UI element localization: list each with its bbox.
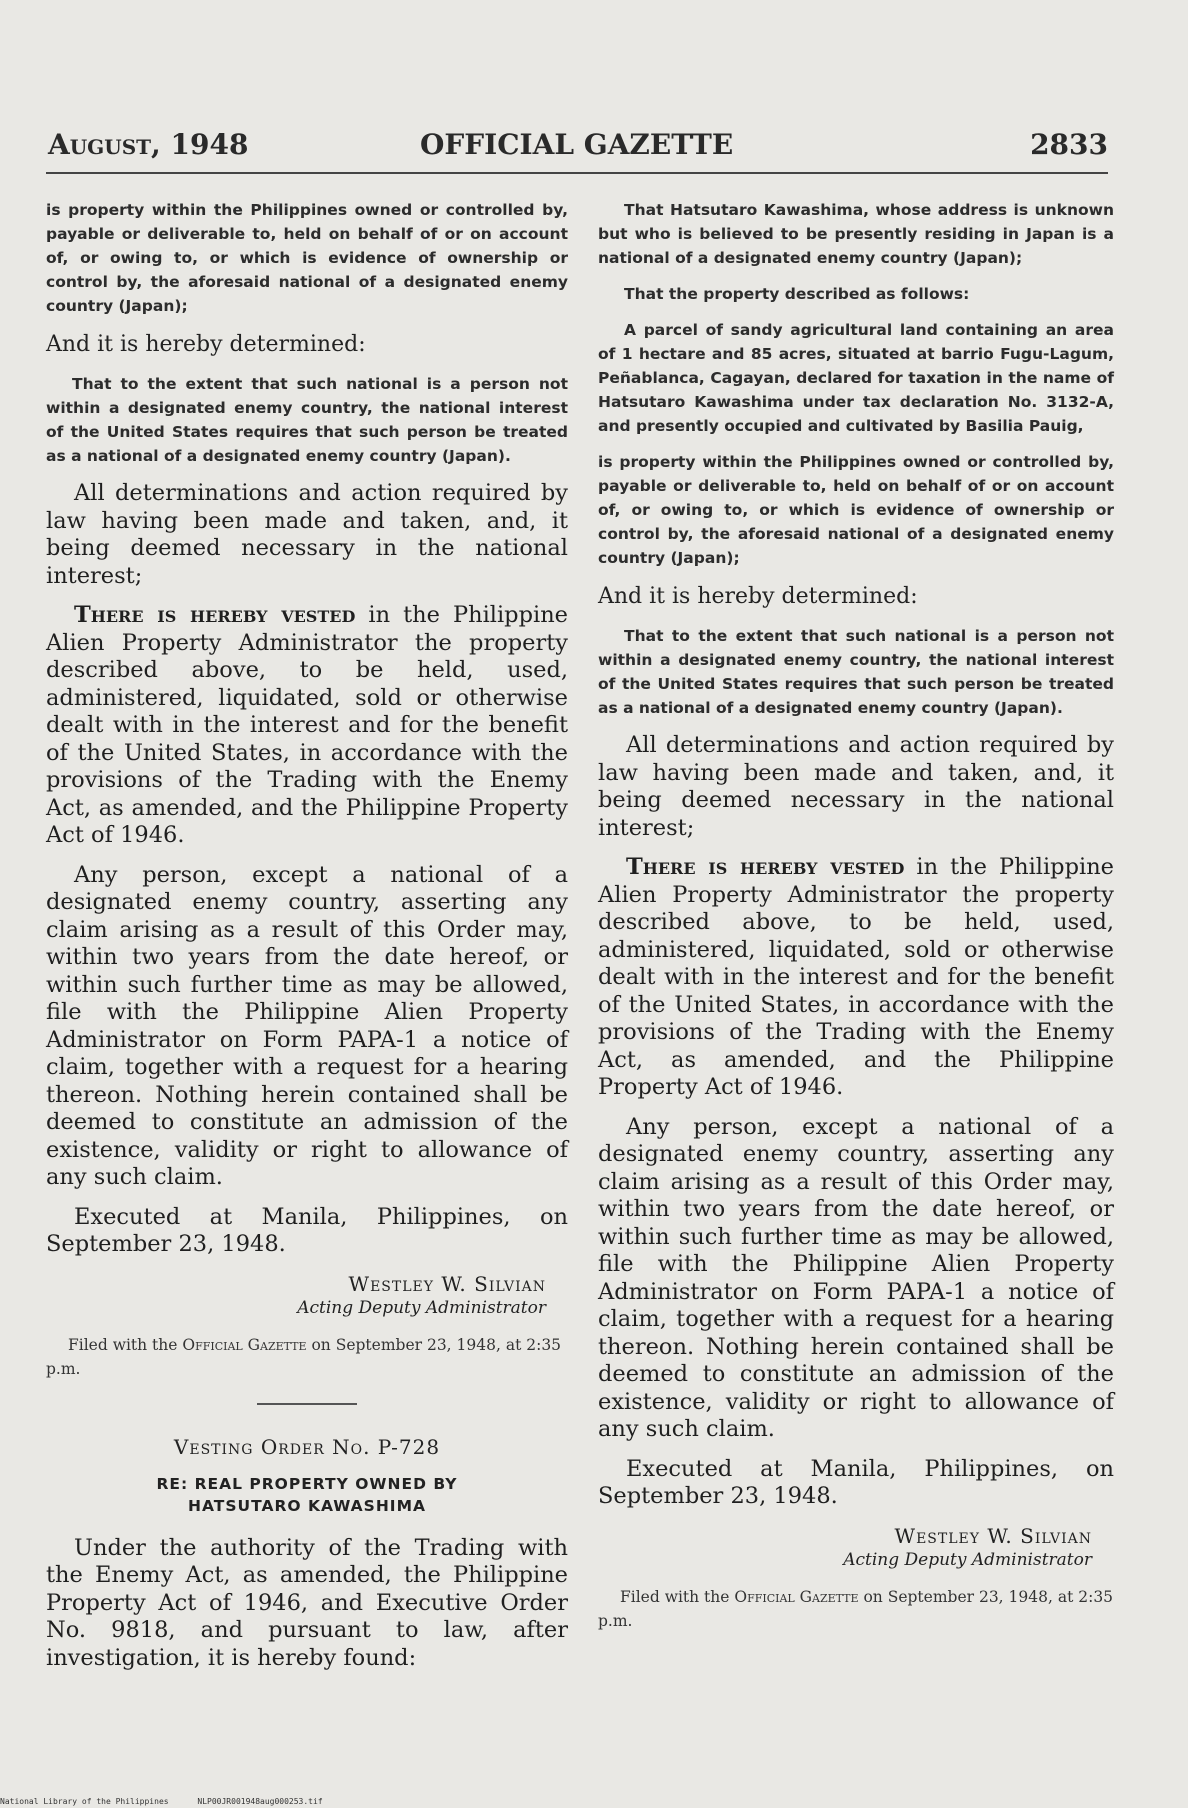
signatory-title: Acting Deputy Administrator <box>843 1549 1092 1570</box>
claim-paragraph: Any person, except a national of a designated enemy country, asserting any claim arising as a result of this Order may, within two years from the date hereof, or within such further time as may be allowed, file with the Philippine Alien Property Administrator on Form PAPA-1 a notice of claim, together with a request for a hearing thereon. Nothing herein contained shall be deemed to constitute an admission of the existence, validity or right to allowance of any such claim. <box>46 861 568 1190</box>
executed-paragraph: Executed at Manila, Philippines, on September 23, 1948. <box>46 1203 568 1257</box>
property-described-paragraph: That the property described as follows: <box>624 285 970 303</box>
signatory-title: Acting Deputy Administrator <box>297 1297 546 1318</box>
scan-footer <box>0 1797 1188 1806</box>
executed-paragraph: Executed at Manila, Philippines, on September 23, 1948. <box>598 1455 1114 1509</box>
vesting-paragraph <box>598 854 1114 1102</box>
filing-note-text: Filed with the <box>620 1587 735 1606</box>
property-finding-paragraph: is property within the Philippines owned or controlled by, payable or deliverable to, held on behalf of or on account of, or owing to, or which is evidence of ownership or control by, the aforesaid national of a designated enemy country (Japan); <box>598 453 1114 567</box>
determinations-paragraph: All determinations and action required by law having been made and taken, and, it being deemed necessary in the national interest; <box>46 480 568 589</box>
vesting-lead: There is hereby vested <box>74 602 356 628</box>
page-header <box>48 128 1108 168</box>
signature-block <box>46 1271 568 1319</box>
vesting-order-subject <box>46 1473 568 1517</box>
filing-note-publication: Official Gazette <box>734 1587 859 1606</box>
header-date: August, 1948 <box>48 128 249 161</box>
vesting-text: in the Philippine Alien Property Administrator the property described above, to be held, used, administered, liquidated, sold or otherwise dealt with in the interest and for the benefit of the United States, in accordance with the provisions of the Trading with the Enemy Act, as amended, and the Philippine Property Act of 1946. <box>46 602 568 848</box>
parcel-description-paragraph: A parcel of sandy agricultural land containing an area of 1 hectare and 85 acres, situated at barrio Fugu-Lagum, Peñablanca, Cagayan, declared for taxation in the name of Hatsutaro Kawashima under tax declaration No. 3132-A, and presently occupied and cultivated by Basilia Pauig, <box>598 321 1114 435</box>
section-divider <box>257 1403 357 1405</box>
right-column <box>598 198 1114 1651</box>
vesting-lead: There is hereby vested <box>626 854 905 880</box>
determinations-paragraph: All determinations and action required by law having been made and taken, and, it being deemed necessary in the national interest; <box>598 732 1114 841</box>
filing-note <box>46 1333 568 1381</box>
property-finding-paragraph: is property within the Philippines owned or controlled by, payable or deliverable to, held on behalf of or on account of, or owing to, or which is evidence of ownership or control by, the aforesaid national of a designated enemy country (Japan); <box>46 201 568 315</box>
national-finding-paragraph: That Hatsutaro Kawashima, whose address is unknown but who is believed to be presently residing in Japan is a national of a designated enemy country (Japan); <box>598 201 1114 267</box>
filing-note-publication: Official Gazette <box>182 1335 307 1354</box>
claim-paragraph: Any person, except a national of a designated enemy country, asserting any claim arising as a result of this Order may, within two years from the date hereof, or within such further time as may be allowed, file with the Philippine Alien Property Administrator on Form PAPA-1 a notice of claim, together with a request for a hearing thereon. Nothing herein contained shall be deemed to constitute an admission of the existence, validity or right to allowance of any such claim. <box>598 1113 1114 1442</box>
header-publication: OFFICIAL GAZETTE <box>420 128 734 161</box>
header-page-number: 2833 <box>1030 128 1108 161</box>
determined-heading: And it is hereby determined: <box>598 584 918 609</box>
vesting-order-title: Vesting Order No. P-728 <box>173 1434 441 1459</box>
footer-filename: NLP00JR001948aug000253.tif <box>197 1797 323 1806</box>
vesting-text: in the Philippine Alien Property Administrator the property described above, to be held, used, administered, liquidated, sold or otherwise dealt with in the interest and for the benefit of the United States, in accordance with the provisions of the Trading with the Enemy Act, as amended, and the Philippine Property Act of 1946. <box>598 854 1114 1100</box>
vesting-paragraph <box>46 602 568 850</box>
subject-line-1: RE: REAL PROPERTY OWNED BY <box>156 1474 458 1493</box>
filing-note-text: Filed with the <box>68 1335 183 1354</box>
footer-library: National Library of the Philippines <box>0 1797 169 1806</box>
filing-note-date: on September 23, 1948, at 2:35 p.m. <box>46 1335 562 1378</box>
filing-note <box>598 1585 1114 1633</box>
national-interest-paragraph: That to the extent that such national is a person not within a designated enemy country, the national interest of the United States requires that such person be treated as a national of a designated enemy country (Japan). <box>46 375 568 465</box>
filing-note-date: on September 23, 1948, at 2:35 p.m. <box>598 1587 1114 1630</box>
signatory-name: Westley W. Silvian <box>348 1271 546 1296</box>
authority-paragraph: Under the authority of the Trading with the Enemy Act, as amended, the Philippine Property Act of 1946, and Executive Order No. 9818, and pursuant to law, after investigation, it is hereby found: <box>46 1534 568 1671</box>
signature-block <box>598 1523 1114 1571</box>
signatory-name: Westley W. Silvian <box>894 1523 1092 1548</box>
subject-line-2: HATSUTARO KAWASHIMA <box>188 1496 426 1515</box>
determined-heading: And it is hereby determined: <box>46 332 366 357</box>
national-interest-paragraph: That to the extent that such national is a person not within a designated enemy country, the national interest of the United States requires that such person be treated as a national of a designated enemy country (Japan). <box>598 627 1114 717</box>
left-column <box>46 198 568 1684</box>
header-rule <box>46 172 1108 174</box>
